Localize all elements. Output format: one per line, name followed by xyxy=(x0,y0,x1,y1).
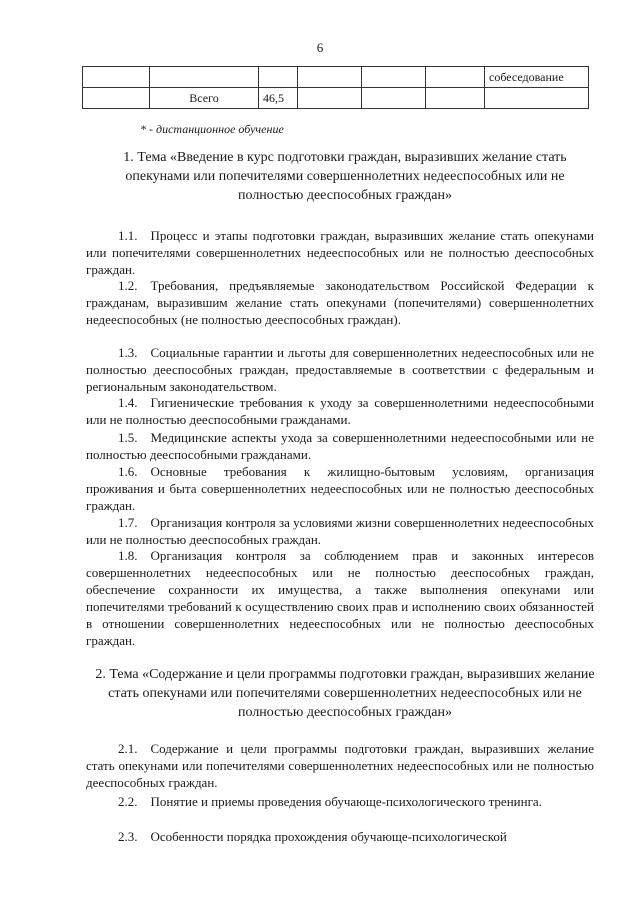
table-cell xyxy=(485,88,589,109)
total-value: 46,5 xyxy=(259,88,298,109)
item-2-3: 2.3. Особенности порядка прохождения обучающе-психологической xyxy=(118,829,507,844)
topic-2-title: Тема «Содержание и цели программы подготовки граждан, выразивших желание стать опекунами или попечителями совершеннолетних недееспособных или не полностью дееспособных граждан» xyxy=(108,667,595,720)
item-1-5: 1.5. Медицинские аспекты ухода за совершеннолетними недееспособными или не полностью дееспособными гражданами. xyxy=(86,430,594,462)
table-row xyxy=(83,67,589,88)
item-1-8: 1.8. Организация контроля за соблюдением прав и законных интересов совершеннолетних недееспособных или не полностью дееспособных граждан, обеспечение сохранности их имущества, а также выполнения опекунами или попечителями требований к осуществлению своих прав и исполнению своих обязанностей в отношении совершеннолетних недееспособных или не полностью дееспособных граждан. xyxy=(86,548,594,648)
topic-2-number: 2. xyxy=(95,667,106,682)
item-1-6: 1.6. Основные требования к жилищно-бытовым условиям, организация проживания и быта совершеннолетних недееспособных или не полностью дееспособных граждан. xyxy=(86,464,594,513)
table-cell xyxy=(83,88,150,109)
table-cell xyxy=(298,67,362,88)
footnote: * - дистанционное обучение xyxy=(140,122,284,136)
item-1-4: 1.4. Гигиенические требования к уходу за совершеннолетними недееспособными или не полностью дееспособными гражданами. xyxy=(86,395,594,427)
table-cell xyxy=(362,67,426,88)
table-cell xyxy=(426,67,485,88)
item-2-1: 2.1. Содержание и цели программы подготовки граждан, выразивших желание стать опекунами или попечителями совершеннолетних недееспособных или не полностью дееспособных граждан. xyxy=(86,741,594,790)
table-cell xyxy=(259,67,298,88)
item-1-7: 1.7. Организация контроля за условиями жизни совершеннолетних недееспособных или не полностью дееспособных граждан. xyxy=(86,515,594,547)
table-cell xyxy=(362,88,426,109)
table-cell xyxy=(83,67,150,88)
item-1-2: 1.2. Требования, предъявляемые законодательством Российской Федерации к гражданам, выразившим желание стать опекунами (попечителями) совершеннолетних недееспособных (не полностью дееспособных граждан). xyxy=(86,278,594,327)
total-label: Всего xyxy=(150,88,259,109)
table-cell xyxy=(426,88,485,109)
table-cell xyxy=(298,88,362,109)
topic-2-heading xyxy=(95,665,595,722)
table-row xyxy=(83,88,589,109)
topic-1-number: 1. xyxy=(123,150,134,165)
item-1-1: 1.1. Процесс и этапы подготовки граждан, выразивших желание стать опекунами или попечителями совершеннолетних недееспособных или не полностью дееспособных граждан. xyxy=(86,228,594,277)
item-2-2: 2.2. Понятие и приемы проведения обучающе-психологического тренинга. xyxy=(118,794,542,809)
table-cell xyxy=(150,67,259,88)
page-number: 6 xyxy=(316,40,324,55)
topic-1-title: Тема «Введение в курс подготовки граждан, выразивших желание стать опекунами или попечителями совершеннолетних недееспособных или не полностью дееспособных граждан» xyxy=(125,150,567,203)
table-cell: собеседование xyxy=(485,67,589,88)
hours-table xyxy=(82,66,589,109)
topic-1-heading xyxy=(95,148,595,205)
item-1-3: 1.3. Социальные гарантии и льготы для совершеннолетних недееспособных или не полностью дееспособных граждан, предоставляемые в соответствии с федеральным и региональным законодательством. xyxy=(86,345,594,394)
